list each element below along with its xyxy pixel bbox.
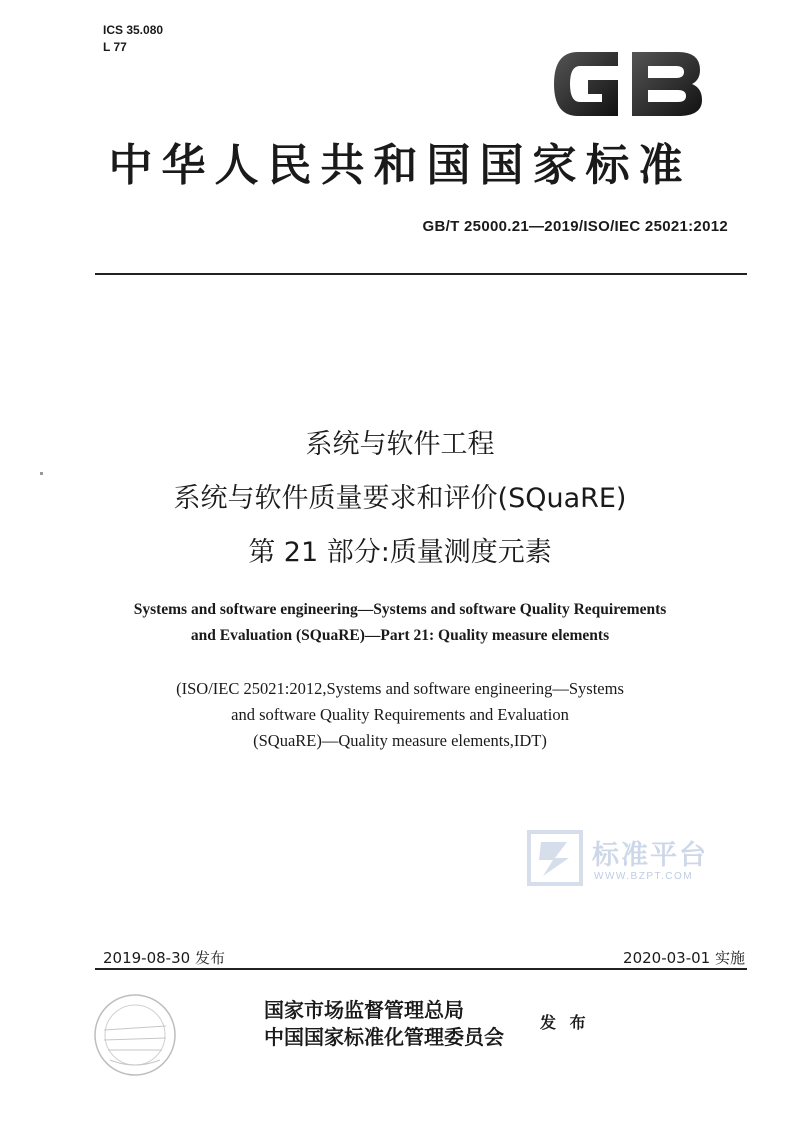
iso-reference-line-1: (ISO/IEC 25021:2012,Systems and software engineering—Systems [176,679,624,698]
publish-label: 发 布 [540,1013,590,1032]
chinese-title-line-2: 系统与软件质量要求和评价(SQuaRE) [173,483,627,514]
standard-number: GB/T 25000.21—2019/ISO/IEC 25021:2012 [422,218,728,235]
iso-reference-line-3: (SQuaRE)—Quality measure elements,IDT) [253,731,547,750]
chinese-title-line-1: 系统与软件工程 [305,429,495,460]
iso-reference [0,676,800,754]
english-title-line-2: and Evaluation (SQuaRE)—Part 21: Quality measure elements [190,627,610,644]
chinese-title-line-3: 第 21 部分:质量测度元素 [248,537,552,568]
english-title [0,597,800,649]
implementation-date: 2020-03-01 实施 [623,949,745,967]
top-divider [95,273,747,275]
standard-title: 中华人民共和国国家标准 [108,140,692,191]
anti-counterfeit-stamp-icon [90,990,180,1080]
classification-codes [103,22,163,56]
bottom-divider [95,968,747,970]
publishers [264,997,504,1051]
ccs-code: L 77 [103,40,127,54]
iso-reference-line-2: and software Quality Requirements and Evaluation [231,705,569,724]
english-title-line-1: Systems and software engineering—Systems and software Quality Requirements [133,601,667,618]
watermark-text: 标准平台 [592,840,708,871]
issue-date: 2019-08-30 发布 [103,949,225,967]
publisher-samr: 国家市场监督管理总局 [264,998,464,1022]
gb-logo-icon [548,38,708,130]
publisher-sac: 中国国家标准化管理委员会 [264,1025,504,1049]
ics-code: ICS 35.080 [103,23,164,37]
chinese-title [0,418,800,580]
watermark-url: WWW.BZPT.COM [594,871,694,882]
